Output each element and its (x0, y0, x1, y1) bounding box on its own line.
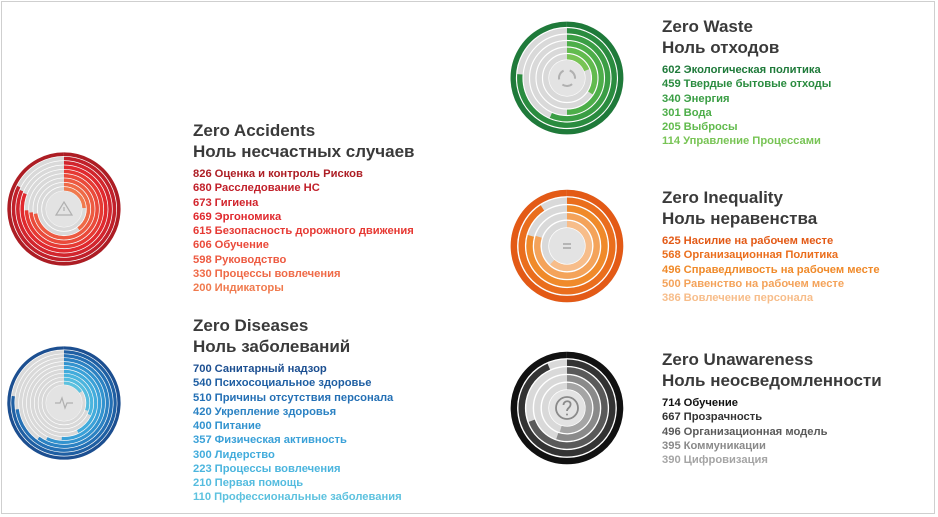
legend-item (193, 419, 402, 433)
legend-value: 714 (662, 397, 681, 409)
unawareness-radial-chart (505, 346, 629, 470)
legend-value: 400 (193, 420, 212, 432)
legend-label: Вовлечение персонала (683, 292, 814, 304)
legend-item (193, 267, 415, 281)
chart-title: Zero Accidents (193, 121, 316, 140)
legend-value: 673 (193, 196, 212, 209)
legend-label: Экологическая политика (683, 64, 821, 76)
legend-item (193, 210, 415, 224)
legend-value: 386 (662, 292, 681, 304)
legend-value: 625 (662, 235, 681, 247)
legend-label: Твердые бытовые отходы (683, 78, 832, 91)
legend-item (193, 376, 402, 390)
inequality-radial-chart (505, 184, 629, 308)
legend-value: 598 (193, 253, 212, 266)
legend-item (193, 391, 402, 405)
legend-label: Обучение (214, 239, 269, 252)
legend-item (662, 396, 882, 410)
legend-label: Организационная модель (683, 425, 828, 438)
legend-value: 390 (662, 454, 681, 466)
legend-value: 667 (662, 411, 681, 424)
legend-value: 459 (662, 78, 681, 91)
legend-value: 114 (662, 135, 681, 148)
legend-label: Выбросы (683, 121, 738, 133)
legend-label: Насилие на рабочем месте (683, 235, 834, 247)
legend-label: Безопасность дорожного движения (214, 225, 414, 237)
legend-label: Управление Процессами (683, 135, 821, 148)
legend-label: Первая помощь (214, 477, 304, 489)
center-disc (549, 60, 585, 96)
waste-legend (662, 17, 831, 149)
legend-item (662, 234, 880, 248)
legend-item (193, 253, 415, 267)
legend-item (193, 362, 402, 376)
legend-label: Обучение (683, 397, 738, 409)
legend-item (662, 291, 880, 305)
diseases-legend (193, 316, 402, 505)
legend-value: 680 (193, 182, 212, 195)
legend-item (662, 277, 880, 291)
legend-label: Психосоциальное здоровье (214, 377, 372, 390)
legend-label: Коммуникации (683, 439, 766, 452)
legend-item (662, 263, 880, 277)
chart-title: Zero Waste (662, 17, 754, 36)
legend-item (662, 134, 831, 148)
legend-label: Процессы вовлечения (214, 267, 341, 280)
legend-value: 568 (662, 249, 681, 262)
legend-value: 205 (662, 121, 681, 133)
center-disc (549, 390, 585, 426)
legend-label: Индикаторы (214, 282, 284, 294)
inequality-legend (662, 188, 880, 305)
legend-label: Санитарный надзор (214, 363, 327, 375)
legend-label: Лидерство (214, 448, 275, 461)
legend-item (193, 476, 402, 490)
legend-label: Равенство на рабочем месте (683, 277, 845, 290)
legend-value: 615 (193, 225, 212, 237)
legend-item (193, 238, 415, 252)
center-disc (549, 228, 585, 264)
legend-label: Оценка и контроль Рисков (214, 168, 363, 180)
diseases-radial-chart (2, 341, 126, 465)
legend-value: 606 (193, 239, 212, 252)
legend-item (193, 405, 402, 419)
legend-label: Организационная Политика (683, 249, 839, 262)
legend-label: Вода (683, 106, 712, 119)
legend-value: 301 (662, 106, 681, 119)
accidents-legend (193, 121, 415, 295)
legend-value: 496 (662, 425, 681, 438)
legend-value: 340 (662, 92, 681, 105)
legend-label: Справедливость на рабочем месте (683, 263, 880, 276)
legend-label: Эргономика (214, 210, 282, 223)
legend-label: Цифровизация (683, 454, 768, 466)
legend-item (662, 453, 882, 467)
legend-value: 602 (662, 64, 681, 76)
legend-item (662, 63, 831, 77)
legend-label: Укрепление здоровья (214, 405, 337, 418)
accidents-radial-chart (2, 147, 126, 271)
legend-value: 330 (193, 267, 212, 280)
chart-subtitle: Ноль отходов (662, 38, 780, 57)
legend-item (662, 120, 831, 134)
legend-value: 420 (193, 405, 212, 418)
legend-item (193, 433, 402, 447)
legend-item (662, 106, 831, 120)
legend-value: 357 (193, 434, 212, 447)
legend-value: 540 (193, 377, 212, 390)
legend-value: 510 (193, 391, 212, 404)
chart-title: Zero Inequality (662, 188, 783, 207)
legend-label: Прозрачность (683, 411, 763, 424)
legend-item (193, 167, 415, 181)
legend-item (662, 425, 882, 439)
legend-value: 210 (193, 477, 212, 489)
legend-value: 500 (662, 277, 681, 290)
legend-label: Профессиональные заболевания (214, 491, 402, 504)
legend-item (193, 224, 415, 238)
legend-value: 110 (193, 491, 212, 504)
legend-value: 223 (193, 462, 212, 475)
legend-label: Гигиена (214, 196, 259, 209)
legend-label: Руководство (214, 253, 287, 266)
legend-value: 300 (193, 448, 212, 461)
legend-item (193, 196, 415, 210)
chart-title: Zero Unawareness (662, 350, 814, 369)
legend-item (662, 439, 882, 453)
legend-label: Физическая активность (214, 434, 347, 447)
legend-item (193, 490, 402, 504)
legend-item (662, 92, 831, 106)
legend-label: Причины отсутствия персонала (214, 391, 394, 404)
legend-item (662, 248, 880, 262)
legend-value: 200 (193, 282, 212, 294)
legend-item (193, 448, 402, 462)
legend-value: 669 (193, 210, 212, 223)
legend-item (193, 462, 402, 476)
legend-item (662, 410, 882, 424)
legend-label: Расследование НС (214, 182, 320, 195)
chart-subtitle: Ноль неосведомленности (662, 371, 882, 390)
unawareness-legend (662, 350, 882, 467)
legend-value: 700 (193, 363, 212, 375)
legend-label: Процессы вовлечения (214, 462, 341, 475)
chart-subtitle: Ноль заболеваний (193, 337, 351, 356)
waste-radial-chart (505, 16, 629, 140)
legend-value: 826 (193, 168, 212, 180)
legend-value: 395 (662, 439, 681, 452)
chart-subtitle: Ноль неравенства (662, 209, 818, 228)
legend-item (662, 77, 831, 91)
chart-subtitle: Ноль несчастных случаев (193, 142, 415, 161)
legend-item (193, 181, 415, 195)
legend-value: 496 (662, 263, 681, 276)
legend-label: Питание (214, 420, 262, 432)
legend-label: Энергия (683, 92, 730, 105)
chart-title: Zero Diseases (193, 316, 309, 335)
legend-item (193, 281, 415, 295)
